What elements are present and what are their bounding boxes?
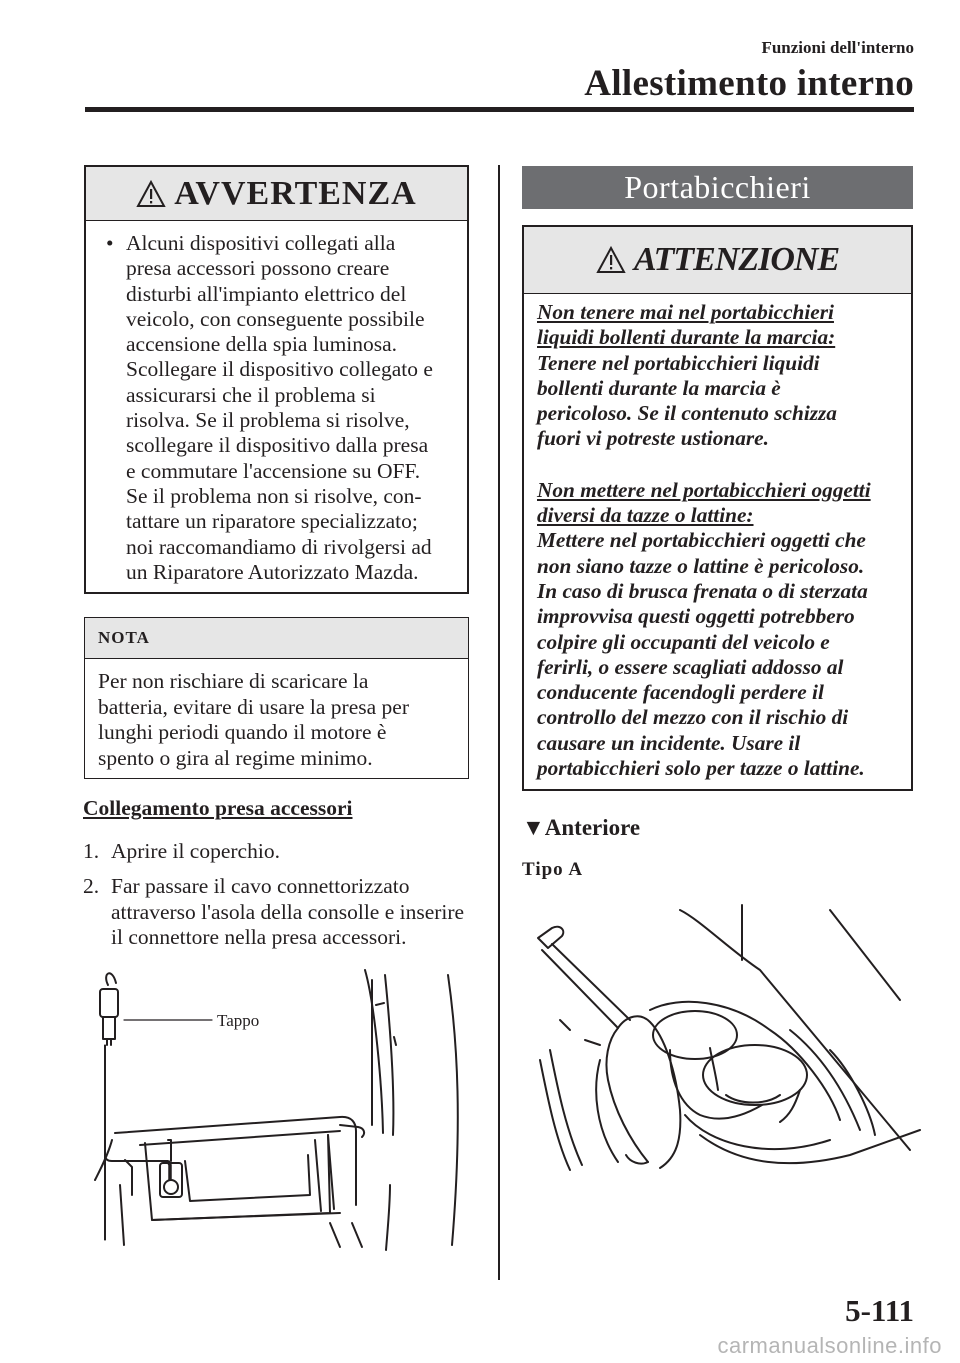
step-number: 2. [83, 874, 100, 898]
console-illustration [90, 965, 470, 1255]
warning-title: AVVERTENZA [174, 174, 417, 212]
warning-line: Se il problema non si risolve, con- [126, 483, 422, 508]
warning-text [86, 221, 467, 585]
section-title-connection: Collegamento presa accessori [83, 796, 353, 820]
warning-box [84, 165, 469, 594]
section-band-cupholder: Portabicchieri [522, 166, 913, 209]
caution-heading-line: Non tenere mai nel portabicchieri [537, 300, 834, 324]
note-line: spento o gira al regime minimo. [98, 745, 373, 770]
note-box [84, 617, 469, 779]
type-label: Tipo A [522, 859, 584, 880]
triangle-down-icon: ▼ [522, 815, 545, 840]
figure-label-tappo: Tappo [217, 1011, 260, 1030]
warning-line: Scollegare il dispositivo collegato e [126, 357, 433, 382]
warning-line: disturbi all'impianto elettrico del [126, 281, 407, 306]
caution-header [524, 227, 911, 294]
caution-heading-line: Non mettere nel portabicchieri oggetti [537, 477, 871, 502]
step-2 [83, 874, 465, 949]
warning-line: accensione della spia luminosa. [126, 332, 398, 357]
caution-heading-line: liquidi bollenti durante la marcia: [537, 325, 836, 350]
step-line: il connettore nella presa accessori. [111, 925, 407, 949]
caution-line: pericoloso. Se il contenuto schizza [537, 401, 837, 426]
column-divider [498, 165, 500, 1280]
page-title: Allestimento interno [584, 63, 914, 104]
warning-header [86, 167, 467, 221]
caution-heading-line: diversi da tazze o lattine: [537, 503, 754, 528]
bullet-marker: • [106, 231, 114, 255]
step-line: attraverso l'asola della consolle e inserire [111, 899, 465, 924]
subsection-title [522, 815, 640, 841]
step-1 [83, 839, 280, 865]
page-number: 5-111 [845, 1293, 914, 1328]
caution-line: Tenere nel portabicchieri liquidi [537, 350, 820, 375]
caution-line: controllo del mezzo con il rischio di [537, 705, 849, 730]
note-line: lunghi periodi quando il motore è [98, 720, 387, 744]
warning-line: noi raccomandiamo di rivolgersi ad [126, 534, 432, 559]
step-line: Far passare il cavo connettorizzato [111, 874, 410, 898]
watermark: carmanualsonline.info [717, 1333, 942, 1358]
caution-line: causare un incidente. Usare il [537, 730, 801, 755]
caution-line: non siano tazze o lattine è pericoloso. [537, 553, 865, 578]
note-header: NOTA [85, 618, 468, 659]
caution-text [524, 294, 911, 781]
caution-line: In caso di brusca frenata o di sterzata [537, 578, 868, 603]
caution-line: colpire gli occupanti del veicolo e [537, 629, 830, 654]
step-number: 1. [83, 839, 100, 863]
note-line: batteria, evitare di usare la presa per [98, 694, 409, 719]
warning-line: risolva. Se il problema si risolve, [126, 408, 410, 433]
step-text [111, 874, 471, 951]
warning-line: veicolo, con conseguente possibile [126, 306, 425, 331]
caution-line: fuori vi potreste ustionare. [537, 426, 769, 451]
caution-line: portabicchieri solo per tazze o lattine. [537, 756, 865, 781]
chapter-subtitle: Funzioni dell'interno [761, 38, 914, 57]
note-text [85, 659, 468, 771]
caution-box [522, 225, 913, 791]
note-line: Per non rischiare di scaricare la [98, 669, 369, 693]
warning-line: assicurarsi che il problema si [126, 382, 376, 407]
warning-line: Alcuni dispositivi collegati alla [126, 231, 396, 255]
caution-line: bollenti durante la marcia è [537, 375, 781, 400]
caution-title: ATTENZIONE [633, 241, 840, 278]
cupholder-illustration [530, 900, 930, 1200]
warning-line: presa accessori possono creare [126, 256, 390, 281]
step-text: Aprire il coperchio. [111, 839, 280, 863]
warning-line: tattare un riparatore specializzato; [126, 509, 418, 534]
subsection-label: Anteriore [544, 815, 641, 840]
caution-line: improvvisa questi oggetti potrebbero [537, 604, 855, 629]
caution-line: Mettere nel portabicchieri oggetti che [537, 528, 866, 553]
warning-triangle-icon [136, 180, 166, 208]
header-rule [85, 107, 914, 112]
caution-line: ferirli, o essere scagliati addosso al [537, 654, 844, 679]
caution-triangle-icon [596, 246, 626, 274]
warning-line: un Riparatore Autorizzato Mazda. [126, 559, 419, 584]
caution-line: conducente facendogli perdere il [537, 680, 824, 705]
warning-line: e commutare l'accensione su OFF. [126, 458, 421, 483]
warning-line: scollegare il dispositivo dalla presa [126, 433, 429, 458]
